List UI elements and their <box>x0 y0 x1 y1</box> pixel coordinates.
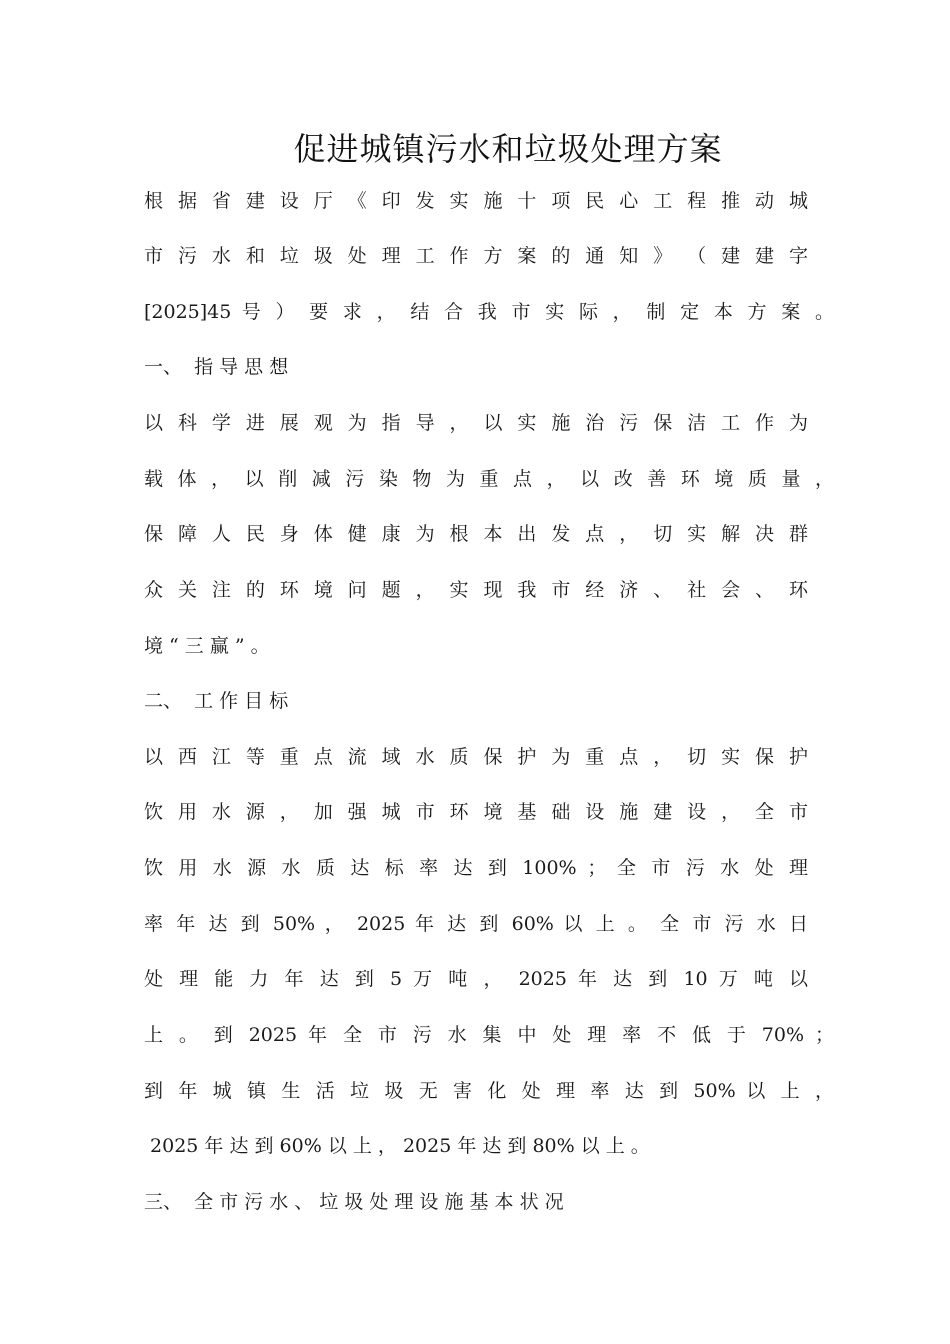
body-line-16: 上 。 到 2025 年 全 市 污 水 集 中 处 理 率 不 低 于 70% ； <box>144 1024 834 1046</box>
body-line-1: 根 据 省 建 设 厅 《 印 发 实 施 十 项 民 心 工 程 推 动 城 <box>144 190 808 212</box>
body-line-13: 饮 用 水 源 水 质 达 标 率 达 到 100% ； 全 市 污 水 处 理 <box>144 857 808 879</box>
body-line-8: 众 关 注 的 环 境 问 题 ， 实 现 我 市 经 济 、 社 会 、 环 <box>144 579 808 601</box>
body-line-5: 以 科 学 进 展 观 为 指 导 ， 以 实 施 治 污 保 洁 工 作 为 <box>144 412 808 434</box>
body-line-18: 2025 年 达 到 60% 以 上 ， 2025 年 达 到 80% 以 上 。 <box>144 1135 650 1157</box>
body-line-14: 率 年 达 到 50% ， 2025 年 达 到 60% 以 上 。 全 市 污 水 日 <box>144 913 808 935</box>
document-title: 促进城镇污水和垃圾处理方案 <box>293 130 723 168</box>
body-line-15: 处 理 能 力 年 达 到 5 万 吨 ， 2025 年 达 到 10 万 吨 以 <box>144 968 808 990</box>
body-line-17: 到 年 城 镇 生 活 垃 圾 无 害 化 处 理 率 达 到 50% 以 上 ， <box>144 1080 834 1102</box>
body-line-6: 载 体 ， 以 削 减 污 染 物 为 重 点 ， 以 改 善 环 境 质 量 ， <box>144 468 834 490</box>
body-line-11: 以 西 江 等 重 点 流 域 水 质 保 护 为 重 点 ， 切 实 保 护 <box>144 746 808 768</box>
section-heading-1: 一、 指 导 思 想 <box>144 356 289 378</box>
body-line-3: [2025]45 号 ） 要 求 ， 结 合 我 市 实 际 ， 制 定 本 方 案 。 <box>144 301 834 323</box>
body-line-12: 饮 用 水 源 ， 加 强 城 市 环 境 基 础 设 施 建 设 ， 全 市 <box>144 801 808 823</box>
section-heading-3: 三、 全 市 污 水 、 垃 圾 处 理 设 施 基 本 状 况 <box>144 1191 564 1213</box>
body-line-2: 市 污 水 和 垃 圾 处 理 工 作 方 案 的 通 知 》 （ 建 建 字 <box>144 245 808 267</box>
body-line-9: 境 “ 三 赢 ” 。 <box>144 635 270 657</box>
body-line-7: 保 障 人 民 身 体 健 康 为 根 本 出 发 点 ， 切 实 解 决 群 <box>144 523 808 545</box>
section-heading-2: 二、 工 作 目 标 <box>144 690 289 712</box>
